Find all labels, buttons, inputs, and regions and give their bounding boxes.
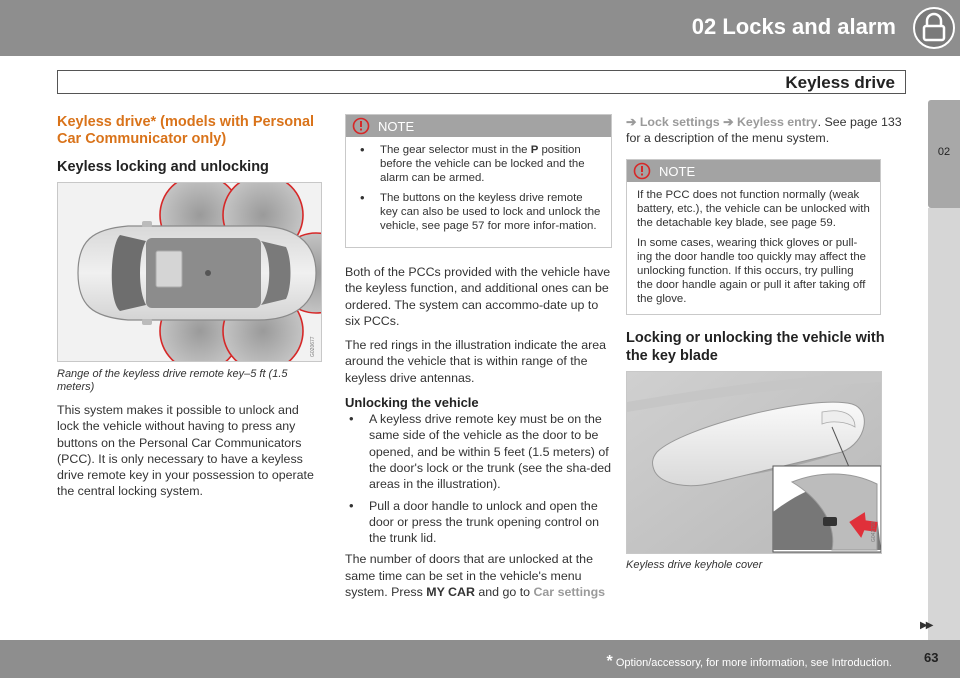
- section-heading: Keyless drive* (models with Personal Car Communicator only): [57, 114, 315, 147]
- chapter-title: 02 Locks and alarm: [691, 14, 896, 39]
- note-paragraph: If the PCC does not function normally (weak battery, etc.), the vehicle can be unlocked with the detachable key blade, see page 59.: [637, 188, 870, 229]
- unlock-step: • Pull a door handle to unlock and open the door or press the trunk opening control on the trunk lid.: [349, 497, 600, 546]
- figure-caption: Range of the keyless drive remote key–5 ft (1.5 meters): [57, 368, 288, 393]
- figure-caption: Keyless drive keyhole cover: [626, 558, 763, 571]
- bullet-icon: •: [360, 190, 365, 205]
- note-header: [346, 115, 611, 137]
- note-label: NOTE: [659, 163, 696, 179]
- figure-code: G042793: [871, 521, 877, 542]
- note-body: [346, 137, 611, 247]
- doors-setting-paragraph: The number of doors that are unlocked at the same time can be set in the vehicle's menu system. Press MY CAR and go to Car settings: [345, 552, 606, 600]
- footer-note: * Option/accessory, for more information, see Introduction.: [606, 653, 892, 670]
- figure-code: G020677: [310, 336, 316, 357]
- info-icon: [633, 162, 651, 180]
- unlock-step: • A keyless drive remote key must be on the same side of the vehicle as the door to be opened, and be within 5 feet (1.5 meters) of the door's lock or the trunk (see the sha-ded areas in the illustration).: [349, 411, 612, 492]
- range-paragraph: The red rings in the illustration indicate the area around the vehicle that is within range of the keyless drive antennas.: [345, 338, 607, 385]
- chapter-tab[interactable]: [928, 100, 960, 208]
- door-handle-illustration: [627, 372, 882, 554]
- tab-strip: [928, 208, 960, 640]
- arrow-right-icon: ➔: [626, 115, 640, 129]
- middle-column: [345, 114, 612, 600]
- page-number: 63: [924, 650, 939, 665]
- bullet-icon: •: [349, 411, 354, 427]
- keyhole-cover-illustration: [626, 371, 882, 554]
- note-label: NOTE: [378, 119, 415, 134]
- keyless-entry-menu: Keyless entry: [736, 115, 818, 129]
- note-item: • The buttons on the keyless drive remote key can also be used to lock and unlock the vehicle, see page 57 for more infor-mation.: [360, 190, 601, 232]
- left-column: [57, 114, 322, 500]
- note-body: [627, 182, 880, 314]
- note-header: [627, 160, 880, 182]
- bullet-icon: •: [360, 142, 365, 157]
- note-box: [345, 114, 612, 248]
- section-title: Keyless drive: [785, 73, 895, 92]
- note-item: • The gear selector must in the P position before the vehicle can be locked and the alarm can be armed.: [360, 142, 585, 184]
- unlocking-subheading: Unlocking the vehicle: [345, 395, 479, 411]
- note-box: [626, 159, 881, 315]
- continue-arrows-icon: ▶▶: [920, 620, 932, 631]
- chapter-tab-label: 02: [937, 146, 951, 158]
- key-blade-heading: Locking or unlocking the vehicle with the key blade: [626, 329, 885, 364]
- pcc-paragraph: Both of the PCCs provided with the vehicle have the keyless function, and additional ones can be ordered. The system can accommo-date up to six PCCs.: [345, 265, 611, 328]
- padlock-icon: [912, 6, 956, 50]
- arrow-right-icon: ➔: [719, 115, 737, 129]
- note-paragraph: In some cases, wearing thick gloves or pull-ing the door handle too quickly may affect the unlocking function. If this occurs, try pulling the door handle again or pull it after taking off the glove.: [637, 236, 867, 305]
- car-top-view-illustration: [58, 183, 322, 362]
- bullet-icon: •: [349, 497, 354, 513]
- chapter-header: [0, 0, 960, 56]
- asterisk: *: [606, 653, 613, 670]
- subheading: Keyless locking and unlocking: [57, 159, 269, 175]
- page-footer: [0, 640, 960, 678]
- intro-paragraph: This system makes it possible to unlock and lock the vehicle without having to press any buttons on the Personal Car Communicators (PCC). It is only necessary to have a keyless drive remote key in your possession to operate the central locking system.: [57, 403, 314, 499]
- menu-path-paragraph: ➔ Lock settings ➔ Keyless entry. See page 133 for a description of the menu system.: [626, 115, 902, 146]
- info-icon: [352, 117, 370, 135]
- car-settings-menu: Car settings: [533, 585, 606, 600]
- section-bar: [57, 70, 906, 94]
- lock-settings-menu: Lock settings: [639, 115, 720, 129]
- keyless-range-illustration: [57, 182, 322, 362]
- right-column: [626, 114, 906, 572]
